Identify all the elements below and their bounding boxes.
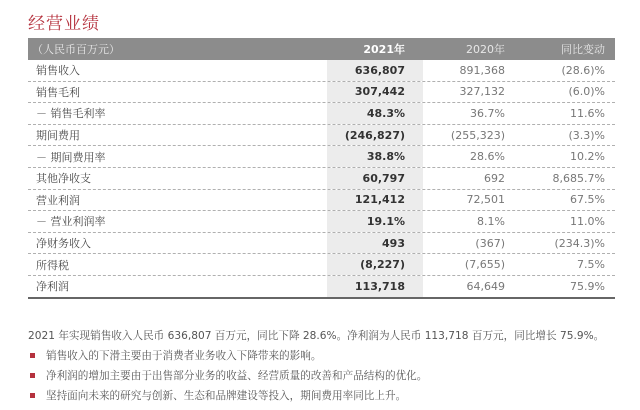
header-2021: 2021年	[363, 43, 405, 56]
value-change: 11.6%	[570, 106, 605, 120]
value-change: (234.3)%	[554, 236, 605, 250]
value-change: 75.9%	[570, 279, 605, 293]
row-label: － 销售毛利率	[36, 107, 106, 121]
notes-section	[28, 328, 604, 408]
table-row	[28, 275, 615, 297]
value-2021: (8,227)	[327, 254, 423, 275]
table-row	[28, 167, 615, 189]
value-change: (6.0)%	[568, 85, 605, 99]
bullet-item	[28, 368, 604, 383]
value-change: 7.5%	[577, 258, 605, 272]
value-2020: (367)	[475, 236, 505, 250]
value-2020: 64,649	[466, 279, 505, 293]
value-change: (3.3)%	[568, 128, 605, 142]
header-change: 同比变动	[561, 43, 605, 56]
table-row	[28, 210, 615, 232]
row-label: － 期间费用率	[36, 150, 106, 164]
value-change: 67.5%	[570, 193, 605, 207]
value-2021: 113,718	[327, 276, 423, 297]
value-2021: (246,827)	[327, 125, 423, 146]
bullet-text: 净利润的增加主要由于出售部分业务的收益、经营质量的改善和产品结构的优化。	[46, 370, 428, 382]
value-2020: (255,323)	[450, 128, 505, 142]
row-label: 其他净收支	[36, 172, 91, 186]
value-2020: 8.1%	[477, 214, 505, 228]
header-unit: （人民币百万元）	[32, 43, 120, 56]
bullet-item	[28, 388, 604, 403]
value-2021: 60,797	[327, 168, 423, 189]
header-2020: 2020年	[466, 43, 505, 56]
value-2021: 19.1%	[327, 211, 423, 232]
table-row	[28, 124, 615, 146]
row-label: 期间费用	[36, 129, 80, 143]
bullet-text: 销售收入的下滑主要由于消费者业务收入下降带来的影响。	[46, 350, 322, 362]
page-title: 经营业绩	[28, 14, 100, 34]
row-label: 净财务收入	[36, 237, 91, 251]
table-row	[28, 60, 615, 81]
value-2021: 493	[327, 233, 423, 254]
table-row	[28, 102, 615, 124]
value-change: 11.0%	[570, 214, 605, 228]
value-2021: 121,412	[327, 190, 423, 211]
row-label: 销售毛利	[36, 85, 80, 99]
table-row	[28, 189, 615, 211]
bullet-square-icon	[30, 373, 35, 378]
row-label: 所得税	[36, 258, 69, 272]
table-row	[28, 81, 615, 103]
row-label: 营业利润	[36, 193, 80, 207]
value-2020: 891,368	[459, 63, 505, 77]
value-2021: 38.8%	[327, 146, 423, 167]
value-2021: 636,807	[327, 60, 423, 81]
value-2020: (7,655)	[464, 258, 505, 272]
value-change: (28.6)%	[561, 63, 605, 77]
value-2020: 28.6%	[470, 150, 505, 164]
row-label: 销售收入	[36, 64, 80, 78]
value-2020: 327,132	[459, 85, 505, 99]
bullet-text: 坚持面向未来的研究与创新、生态和品牌建设等投入，期间费用率同比上升。	[46, 390, 407, 402]
value-2021: 48.3%	[327, 103, 423, 124]
row-label: － 营业利润率	[36, 215, 106, 229]
table-row	[28, 145, 615, 167]
row-label: 净利润	[36, 280, 69, 294]
value-2020: 72,501	[466, 193, 505, 207]
value-2020: 692	[484, 171, 505, 185]
value-2020: 36.7%	[470, 106, 505, 120]
value-2021: 307,442	[327, 82, 423, 103]
table-header	[28, 38, 615, 60]
table-row	[28, 232, 615, 254]
summary-text: 2021 年实现销售收入人民币 636,807 百万元，同比下降 28.6%。净利润为人民币 113,718 百万元，同比增长 75.9%。	[28, 330, 605, 342]
table-row	[28, 253, 615, 275]
bullet-square-icon	[30, 393, 35, 398]
bullet-square-icon	[30, 353, 35, 358]
value-change: 10.2%	[570, 150, 605, 164]
bullet-item	[28, 348, 604, 363]
results-table	[28, 38, 615, 299]
value-change: 8,685.7%	[552, 171, 605, 185]
